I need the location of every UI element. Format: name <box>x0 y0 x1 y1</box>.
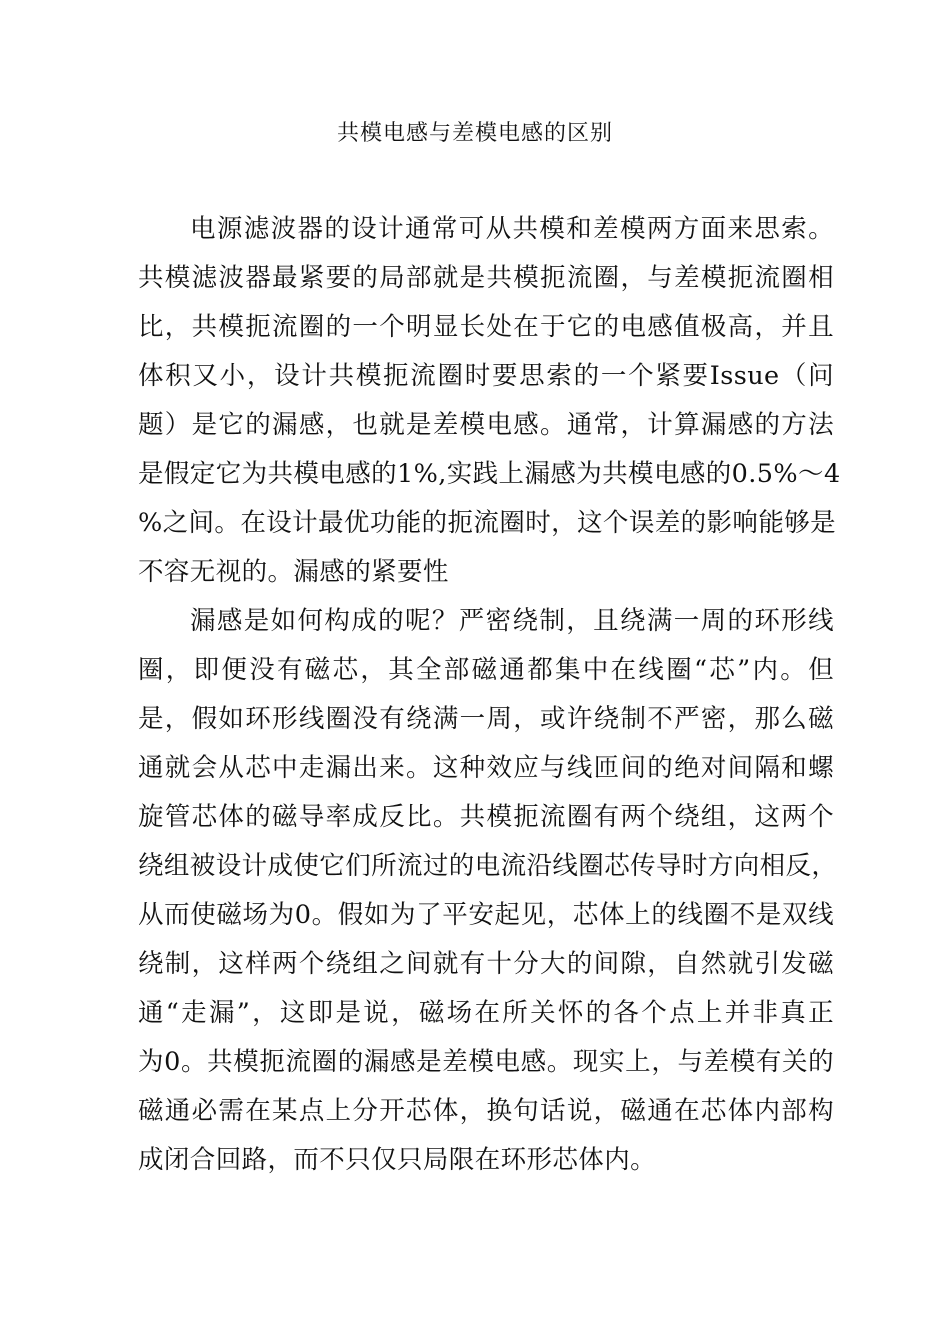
paragraph-line: 不容无视的。漏感的紧要性 <box>138 557 449 587</box>
paragraph-line: 比，共模扼流圈的一个明显长处在于它的电感值极高，并且 <box>138 312 834 342</box>
document-body <box>138 205 841 1185</box>
paragraph-line: 磁通必需在某点上分开芯体，换句话说，磁通在芯体内部构 <box>138 1096 834 1126</box>
document-title: 共模电感与差模电感的区别 <box>336 121 613 146</box>
paragraph-line: 圈，即便没有磁芯，其全部磁通都集中在线圈“芯”内。但 <box>138 655 834 685</box>
paragraph-line: 成闭合回路，而不只仅只局限在环形芯体内。 <box>138 1145 657 1175</box>
paragraph-line: 题）是它的漏感，也就是差模电感。通常，计算漏感的方法 <box>138 410 834 440</box>
paragraph-line: 从而使磁场为0。假如为了平安起见，芯体上的线圈不是双线 <box>138 900 834 930</box>
paragraph-line: 旋管芯体的磁导率成反比。共模扼流圈有两个绕组，这两个 <box>138 802 834 832</box>
paragraph-line: 通“走漏”，这即是说，磁场在所关怀的各个点上并非真正 <box>138 998 834 1028</box>
paragraph-line: 通就会从芯中走漏出来。这种效应与线匝间的绝对间隔和螺 <box>138 753 834 783</box>
paragraph-line: 是，假如环形线圈没有绕满一周，或许绕制不严密，那么磁 <box>138 704 834 734</box>
paragraph-line: 是假定它为共模电感的1%,实践上漏感为共模电感的0.5%〜4 <box>138 459 841 489</box>
paragraph-line: 体积又小，设计共模扼流圈时要思索的一个紧要Issue（问 <box>138 361 834 391</box>
paragraph-line: 漏感是如何构成的呢？严密绕制，且绕满一周的环形线 <box>190 606 834 636</box>
paragraph-line: 绕组被设计成使它们所流过的电流沿线圈芯传导时方向相反， <box>138 851 838 881</box>
paragraph-line: 为0。共模扼流圈的漏感是差模电感。现实上，与差模有关的 <box>138 1047 834 1077</box>
paragraph-line: 电源滤波器的设计通常可从共模和差模两方面来思索。 <box>190 214 834 244</box>
paragraph-line: %之间。在设计最优功能的扼流圈时，这个误差的影响能够是 <box>138 508 837 538</box>
paragraph-line: 绕制，这样两个绕组之间就有十分大的间隙，自然就引发磁 <box>138 949 834 979</box>
paragraph-line: 共模滤波器最紧要的局部就是共模扼流圈，与差模扼流圈相 <box>138 263 834 293</box>
